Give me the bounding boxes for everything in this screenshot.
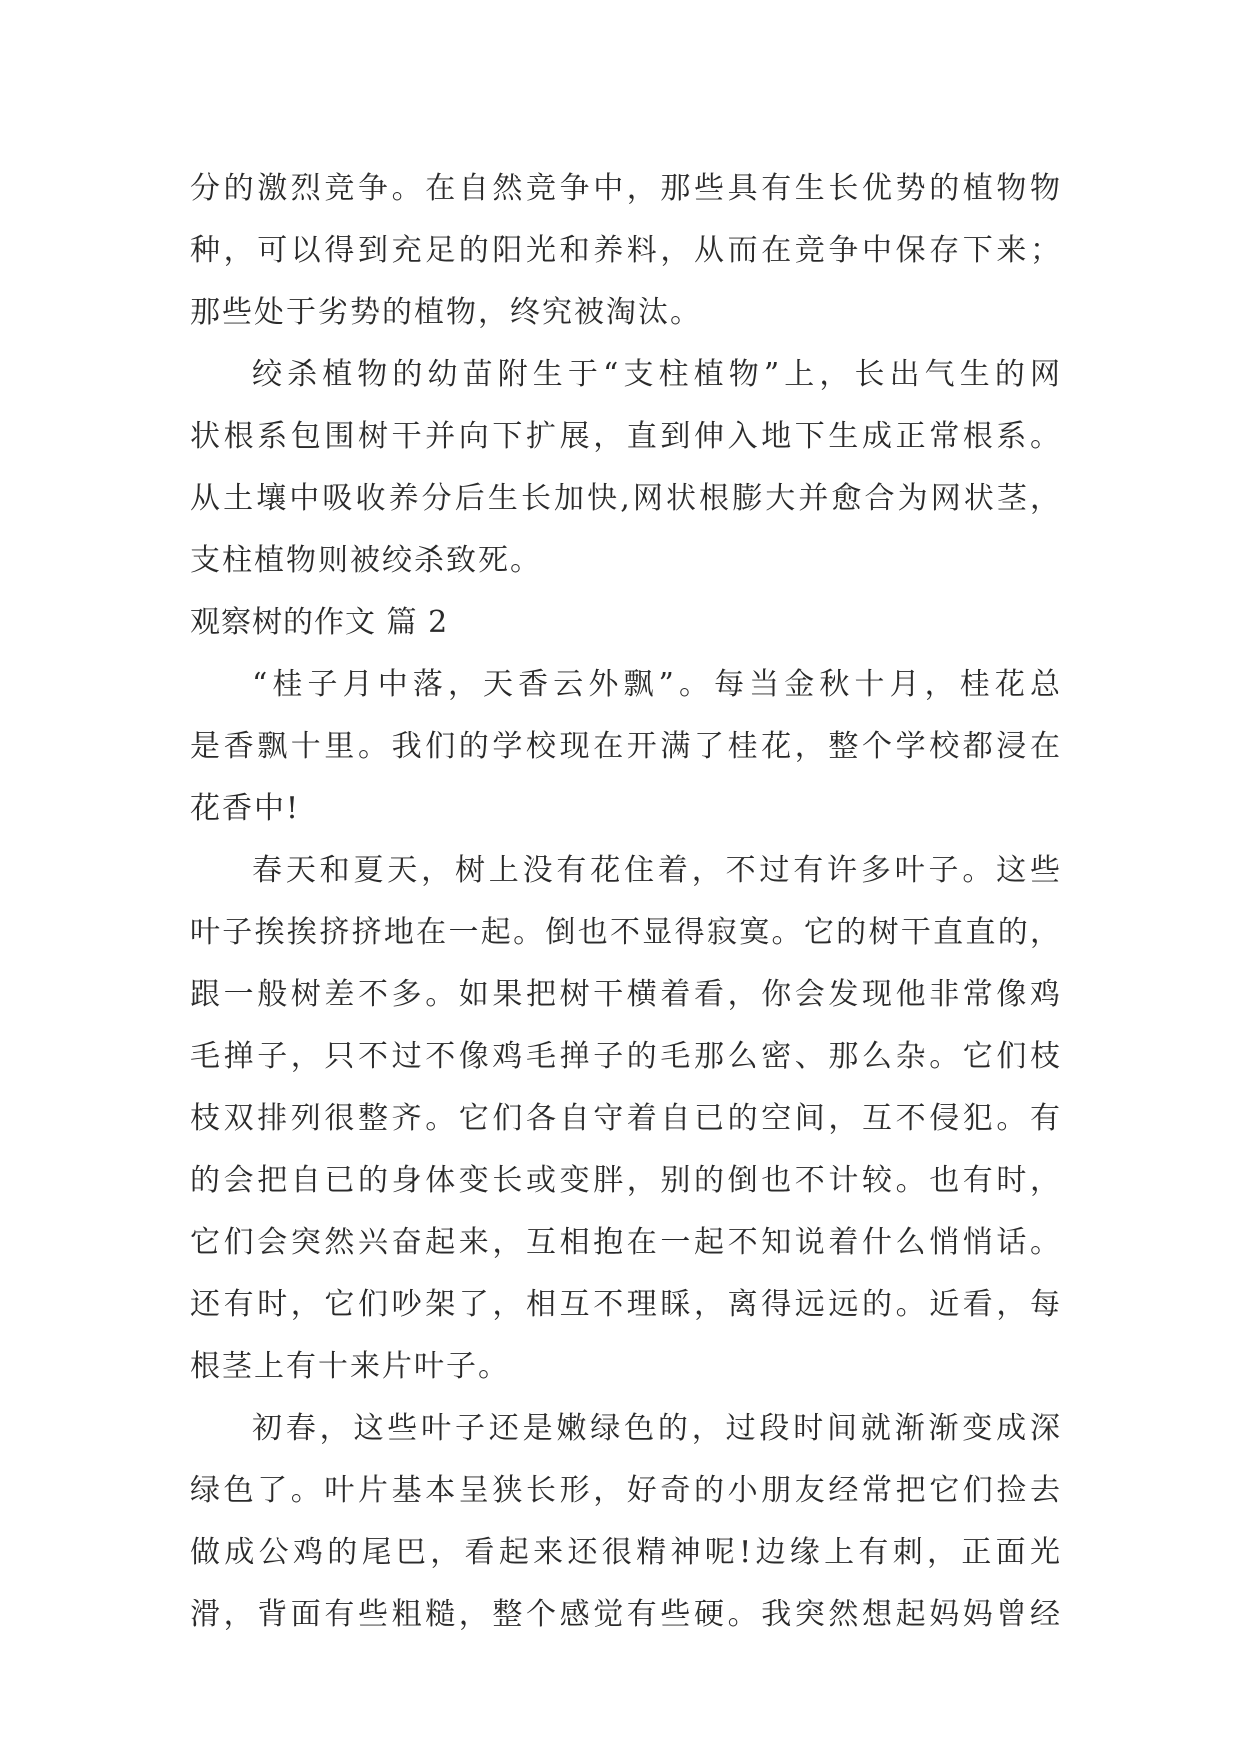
paragraph-line: 做成公鸡的尾巴，看起来还很精神呢!边缘上有刺，正面光 xyxy=(190,1535,1060,1570)
paragraph-line: 枝双排列很整齐。它们各自守着自已的空间，互不侵犯。有 xyxy=(190,1101,1060,1136)
paragraph-line: “桂子月中落，天香云外飘”。每当金秋十月，桂花总 xyxy=(252,667,1060,702)
paragraph-line: 叶子挨挨挤挤地在一起。倒也不显得寂寞。它的树干直直的， xyxy=(190,915,1060,950)
paragraph-line: 它们会突然兴奋起来，互相抱在一起不知说着什么悄悄话。 xyxy=(190,1225,1060,1260)
section-heading: 观察树的作文 篇 2 xyxy=(190,605,449,640)
paragraph-line: 那些处于劣势的植物，终究被淘汰。 xyxy=(190,295,702,330)
paragraph-line: 绞杀植物的幼苗附生于“支柱植物”上，长出气生的网 xyxy=(252,357,1060,392)
paragraph-line: 支柱植物则被绞杀致死。 xyxy=(190,543,542,578)
paragraph-line: 春天和夏天，树上没有花住着，不过有许多叶子。这些 xyxy=(252,853,1060,888)
paragraph-line: 状根系包围树干并向下扩展，直到伸入地下生成正常根系。 xyxy=(190,419,1060,454)
paragraph-line: 还有时，它们吵架了，相互不理睬，离得远远的。近看，每 xyxy=(190,1287,1060,1322)
paragraph-line: 滑，背面有些粗糙，整个感觉有些硬。我突然想起妈妈曾经 xyxy=(190,1597,1060,1632)
paragraph-line: 是香飘十里。我们的学校现在开满了桂花，整个学校都浸在 xyxy=(190,729,1060,764)
paragraph-line: 分的激烈竞争。在自然竞争中，那些具有生长优势的植物物 xyxy=(190,171,1060,206)
paragraph-line: 种，可以得到充足的阳光和养料，从而在竞争中保存下来； xyxy=(190,233,1060,268)
paragraph-line: 跟一般树差不多。如果把树干横着看，你会发现他非常像鸡 xyxy=(190,977,1060,1012)
paragraph-line: 绿色了。叶片基本呈狭长形，好奇的小朋友经常把它们捡去 xyxy=(190,1473,1060,1508)
paragraph-line: 毛掸子，只不过不像鸡毛掸子的毛那么密、那么杂。它们枝 xyxy=(190,1039,1060,1074)
paragraph-line: 初春，这些叶子还是嫩绿色的，过段时间就渐渐变成深 xyxy=(252,1411,1060,1446)
paragraph-line: 的会把自已的身体变长或变胖，别的倒也不计较。也有时， xyxy=(190,1163,1060,1198)
paragraph-line: 从土壤中吸收养分后生长加快,网状根膨大并愈合为网状茎， xyxy=(190,481,1060,516)
paragraph-line: 根茎上有十来片叶子。 xyxy=(190,1349,510,1384)
paragraph-line: 花香中! xyxy=(190,791,301,826)
essay-body xyxy=(190,158,1060,1646)
